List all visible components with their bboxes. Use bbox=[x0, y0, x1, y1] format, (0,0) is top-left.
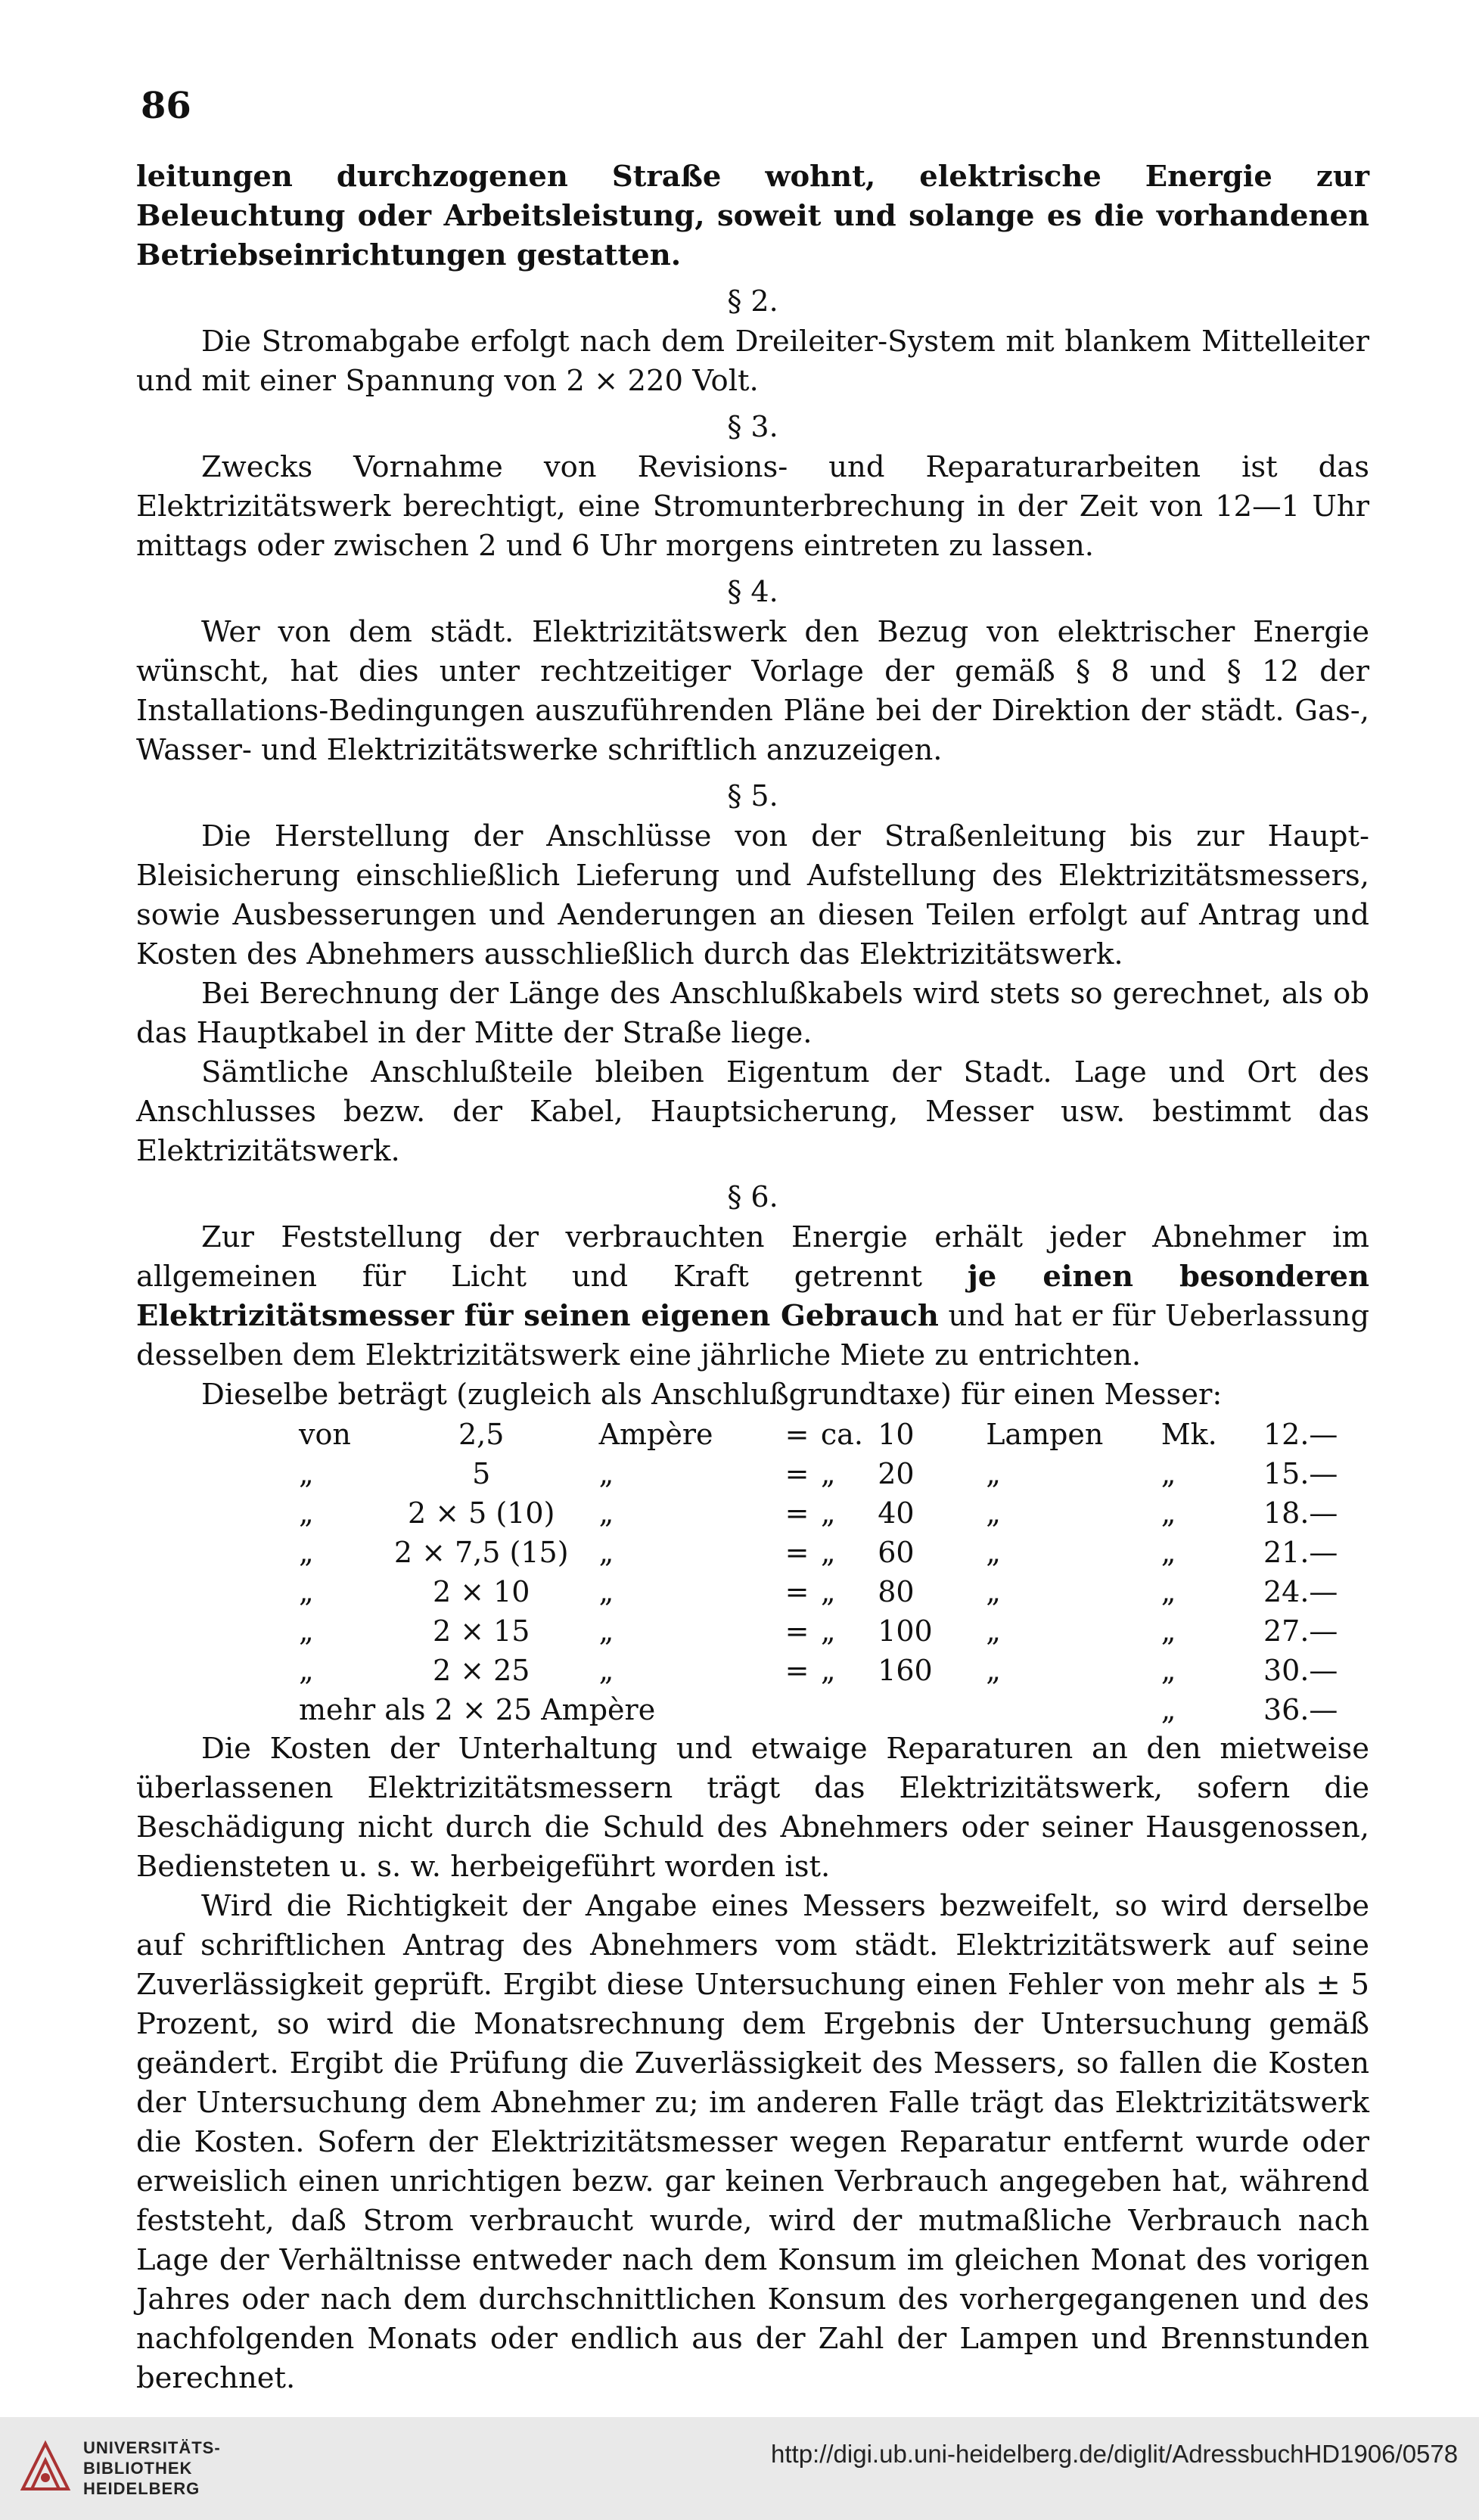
page-number: 86 bbox=[141, 85, 191, 127]
fee-cell: „ bbox=[299, 1496, 314, 1530]
fee-row bbox=[299, 1533, 1369, 1572]
fee-cell: „ bbox=[598, 1496, 614, 1530]
paragraph-section-6b: Dieselbe beträgt (zugleich als Anschlußgrundtaxe) für einen Messer: bbox=[201, 1378, 1223, 1412]
fee-cell: 40 bbox=[878, 1496, 915, 1530]
fee-cell: = bbox=[785, 1496, 809, 1530]
fee-row bbox=[299, 1454, 1369, 1493]
paragraph-6a-emphasis: je einen besonderen Elektrizitätsmesser für seinen eigenen Gebrauch bbox=[136, 1260, 1370, 1333]
paragraph-6a-text-1: Zur Feststellung der verbrauchten Energie erhält jeder Abnehmer im allgemeinen für Licht und Kraft getrennt bbox=[136, 1220, 1369, 1294]
fee-cell: 27.— bbox=[1263, 1614, 1338, 1648]
fee-cell: „ bbox=[598, 1614, 614, 1648]
library-line-2: BIBLIOTHEK bbox=[83, 2459, 193, 2478]
footer-bar bbox=[0, 2417, 1479, 2520]
fee-cell: von bbox=[299, 1418, 351, 1451]
library-line-3: HEIDELBERG bbox=[83, 2479, 200, 2498]
paragraph-section-6c: Die Kosten der Unterhaltung und etwaige Reparaturen an den mietweise überlassenen Elektrizitätsmessern trägt das Elektrizitätswerk, sofern die Beschädigung nicht durch die Schuld des Abnehmers oder seiner Hausgenossen, Bediensteten u. s. w. herbeigeführt worden ist. bbox=[136, 1732, 1369, 1884]
fee-cell: 24.— bbox=[1263, 1575, 1338, 1608]
fee-cell: „ bbox=[986, 1496, 1001, 1530]
fee-cell: 2 × 10 bbox=[432, 1575, 530, 1608]
page-body bbox=[136, 157, 1369, 2398]
fee-cell: 15.— bbox=[1263, 1457, 1338, 1490]
fee-cell: 2 × 7,5 (15) bbox=[393, 1536, 569, 1569]
section-heading-2: § 2. bbox=[727, 284, 778, 318]
fee-cell: „ bbox=[820, 1654, 836, 1687]
fee-row bbox=[299, 1572, 1369, 1611]
fee-cell: „ bbox=[1161, 1536, 1176, 1569]
fee-cell: = bbox=[785, 1457, 809, 1490]
fee-cell: 2 × 25 bbox=[432, 1654, 530, 1687]
section-heading-6: § 6. bbox=[727, 1180, 778, 1213]
fee-cell: 36.— bbox=[1263, 1693, 1338, 1726]
fee-cell: Lampen bbox=[986, 1418, 1104, 1451]
fee-cell: „ bbox=[1161, 1496, 1176, 1530]
paragraph-section-3: Zwecks Vornahme von Revisions- und Reparaturarbeiten ist das Elektrizitätswerk berechtigt, eine Stromunterbrechung in der Zeit von 12—1 Uhr mittags oder zwischen 2 und 6 Uhr morgens eintreten zu lassen. bbox=[136, 450, 1369, 563]
fee-cell: „ bbox=[1161, 1614, 1176, 1648]
paragraph-section-6d: Wird die Richtigkeit der Angabe eines Messers bezweifelt, so wird derselbe auf schriftlichen Antrag des Abnehmers vom städt. Elektrizitätswerk auf seine Zuverlässigkeit geprüft. Ergibt diese Untersuchung einen Fehler von mehr als ± 5 Prozent, so wird die Monatsrechnung dem Ergebnis der Untersuchung gemäß geändert. Ergibt die Prüfung die Zuverlässigkeit des Messers, so fallen die Kosten der Untersuchung dem Abnehmer zu; im anderen Falle trägt das Elektrizitätswerk die Kosten. Sofern der Elektrizitätsmesser wegen Reparatur entfernt wurde oder erweislich einen unrichtigen bezw. gar keinen Verbrauch angegeben hat, während feststeht, daß Strom verbraucht wurde, wird der mutmaßliche Verbrauch nach Lage der Verhältnisse entweder nach dem Konsum im gleichen Monat des vorigen Jahres oder nach dem durchschnittlichen Konsum des vorhergegangenen und des nachfolgenden Monats oder endlich aus der Zahl der Lampen und Brennstunden berechnet. bbox=[136, 1889, 1369, 2395]
fee-cell: „ bbox=[820, 1496, 836, 1530]
fee-cell: 20 bbox=[878, 1457, 915, 1490]
fee-cell: Ampère bbox=[598, 1418, 713, 1451]
meter-fee-table bbox=[299, 1415, 1369, 1729]
fee-row bbox=[299, 1493, 1369, 1533]
fee-row bbox=[299, 1651, 1369, 1690]
fee-cell: „ bbox=[1161, 1693, 1176, 1726]
section-heading-3: § 3. bbox=[727, 410, 778, 443]
paragraph-section-5b: Bei Berechnung der Länge des Anschlußkabels wird stets so gerechnet, als ob das Hauptkabel in der Mitte der Straße liege. bbox=[136, 977, 1369, 1050]
fee-cell: „ bbox=[598, 1536, 614, 1569]
fee-cell: 160 bbox=[878, 1654, 933, 1687]
fee-cell: 12.— bbox=[1263, 1418, 1338, 1451]
fee-cell: „ bbox=[820, 1614, 836, 1648]
section-heading-4: § 4. bbox=[727, 575, 778, 608]
fee-cell: ca. bbox=[820, 1418, 863, 1451]
paragraph-section-5c: Sämtliche Anschlußteile bleiben Eigentum der Stadt. Lage und Ort des Anschlusses bezw. der Kabel, Hauptsicherung, Messer usw. bestimmt das Elektrizitätswerk. bbox=[136, 1055, 1369, 1168]
fee-cell: „ bbox=[1161, 1654, 1176, 1687]
fee-cell: „ bbox=[986, 1457, 1001, 1490]
fee-cell: Mk. bbox=[1161, 1418, 1217, 1451]
fee-cell: 100 bbox=[878, 1614, 933, 1648]
source-url-link[interactable]: http://digi.ub.uni-heidelberg.de/diglit/AdressbuchHD1906/0578 bbox=[771, 2440, 1459, 2468]
fee-cell: = bbox=[785, 1418, 809, 1451]
fee-row bbox=[299, 1415, 1369, 1454]
library-logo-icon bbox=[15, 2436, 76, 2497]
fee-cell: „ bbox=[299, 1654, 314, 1687]
fee-cell: „ bbox=[598, 1457, 614, 1490]
fee-cell: „ bbox=[598, 1654, 614, 1687]
library-name bbox=[83, 2438, 221, 2499]
section-heading-5: § 5. bbox=[727, 779, 778, 813]
fee-cell: „ bbox=[986, 1536, 1001, 1569]
fee-cell: = bbox=[785, 1614, 809, 1648]
fee-cell: „ bbox=[820, 1457, 836, 1490]
fee-cell: „ bbox=[299, 1457, 314, 1490]
fee-cell: „ bbox=[986, 1575, 1001, 1608]
fee-cell: 2 × 15 bbox=[432, 1614, 530, 1648]
fee-cell: „ bbox=[1161, 1457, 1176, 1490]
fee-cell: „ bbox=[820, 1536, 836, 1569]
paragraph-section-5a: Die Herstellung der Anschlüsse von der Straßenleitung bis zur Haupt-Bleisicherung einschließlich Lieferung und Aufstellung des Elektrizitätsmessers, sowie Ausbesserungen und Aenderungen an diesen Teilen erfolgt auf Antrag und Kosten des Abnehmers ausschließlich durch das Elektrizitätswerk. bbox=[136, 819, 1369, 971]
fee-cell: 2 × 5 (10) bbox=[408, 1496, 555, 1530]
fee-cell: „ bbox=[299, 1614, 314, 1648]
fee-cell: = bbox=[785, 1536, 809, 1569]
fee-cell: „ bbox=[986, 1614, 1001, 1648]
fee-cell: „ bbox=[598, 1575, 614, 1608]
paragraph-section-2: Die Stromabgabe erfolgt nach dem Dreileiter-System mit blankem Mittelleiter und mit einer Spannung von 2 × 220 Volt. bbox=[136, 325, 1369, 398]
fee-cell: = bbox=[785, 1575, 809, 1608]
library-line-1: UNIVERSITÄTS- bbox=[83, 2438, 221, 2457]
fee-cell: 10 bbox=[878, 1418, 915, 1451]
fee-cell: 80 bbox=[878, 1575, 915, 1608]
fee-cell-label: mehr als 2 × 25 Ampère bbox=[299, 1693, 656, 1726]
paragraph-6a-text-2: und hat er für Ueberlassung desselben dem Elektrizitätswerk eine jährliche Miete zu entrichten. bbox=[136, 1299, 1369, 1372]
fee-cell: 18.— bbox=[1263, 1496, 1338, 1530]
fee-cell: 5 bbox=[472, 1457, 491, 1490]
fee-cell: „ bbox=[299, 1536, 314, 1569]
paragraph-section-6a bbox=[136, 1218, 1369, 1375]
paragraph-section-4: Wer von dem städt. Elektrizitätswerk den Bezug von elektrischer Energie wünscht, hat dies unter rechtzeitiger Vorlage der gemäß § 8 und § 12 der Installations-Bedingungen auszuführenden Pläne bei der Direktion der städt. Gas-, Wasser- und Elektrizitätswerke schriftlich anzuzeigen. bbox=[136, 615, 1369, 767]
fee-cell: 30.— bbox=[1263, 1654, 1338, 1687]
fee-row-last bbox=[299, 1690, 1369, 1729]
fee-cell: 60 bbox=[878, 1536, 915, 1569]
paragraph-continuation: leitungen durchzogenen Straße wohnt, elektrische Energie zur Beleuchtung oder Arbeitsleistung, soweit und solange es die vorhandenen Betriebseinrichtungen gestatten. bbox=[136, 160, 1369, 272]
fee-cell: = bbox=[785, 1654, 809, 1687]
fee-cell: „ bbox=[1161, 1575, 1176, 1608]
fee-cell: „ bbox=[986, 1654, 1001, 1687]
fee-row bbox=[299, 1611, 1369, 1651]
fee-cell: 2,5 bbox=[458, 1418, 505, 1451]
fee-cell: „ bbox=[820, 1575, 836, 1608]
fee-cell: „ bbox=[299, 1575, 314, 1608]
fee-cell: 21.— bbox=[1263, 1536, 1338, 1569]
